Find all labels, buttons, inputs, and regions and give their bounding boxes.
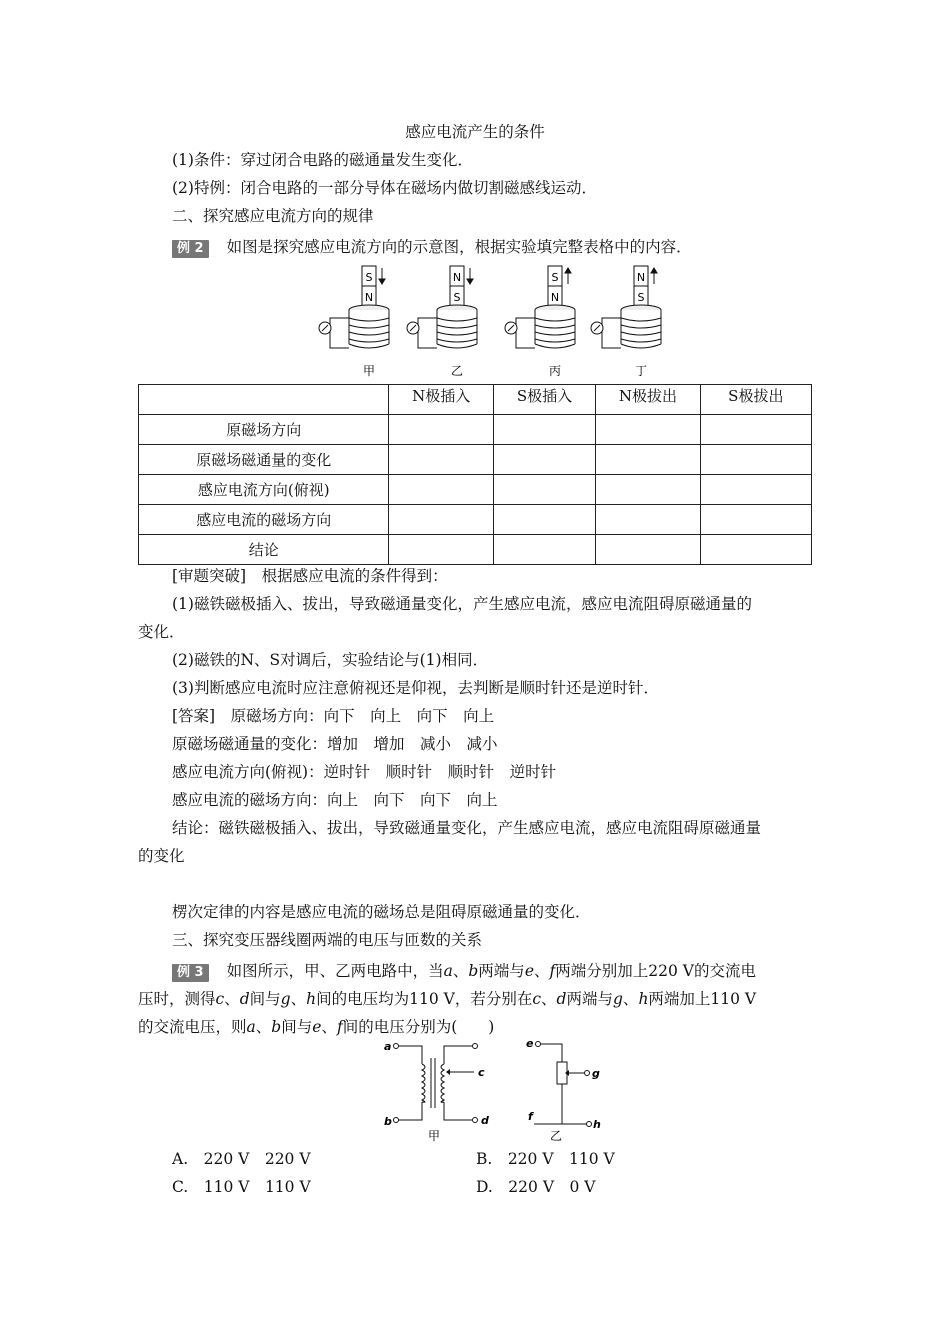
setup-bing (505, 266, 575, 348)
label-yi: 乙 (450, 364, 464, 378)
magnet-1-bottom: N (364, 291, 374, 304)
table-header-cell: S极插入 (493, 385, 595, 415)
answer-cell[interactable] (493, 505, 595, 535)
example-3-line-2: 压时，测得c、d间与g、h间的电压均为110 V，若分别在c、d两端与g、h两端加上110 V (138, 990, 757, 1008)
label-jia: 甲 (362, 364, 376, 378)
terminal-b: b (384, 1115, 392, 1128)
answer-cell[interactable] (700, 475, 811, 505)
answer-conclusion: 结论：磁铁磁极插入、拔出，导致磁通量变化，产生感应电流，感应电流阻碍原磁通量 (172, 819, 762, 837)
label-bing: 丙 (548, 364, 562, 378)
example-tag: 例 2 (172, 240, 209, 258)
terminal-c: c (478, 1066, 485, 1079)
option-a[interactable]: A. 220 V 220 V (172, 1150, 311, 1168)
answer-cell[interactable] (700, 445, 811, 475)
setup-yi (407, 266, 477, 348)
table-header-cell: S极拔出 (700, 385, 811, 415)
answer-line-3: 感应电流方向(俯视)：逆时针 顺时针 顺时针 逆时针 (172, 763, 557, 781)
row-label: 结论 (139, 535, 389, 565)
answer-cell[interactable] (700, 505, 811, 535)
terminal-f: f (528, 1110, 533, 1123)
analysis-point-2: (2)磁铁的N、S对调后，实验结论与(1)相同． (172, 651, 489, 669)
terminal-h: h (593, 1118, 601, 1131)
section-title: 感应电流产生的条件 (405, 123, 545, 141)
analysis-point-3: (3)判断感应电流时应注意俯视还是仰视，去判断是顺时针还是逆时针． (172, 679, 659, 697)
magnet-coil-figure (316, 262, 696, 380)
terminal-e: e (526, 1038, 534, 1050)
table-row (139, 415, 812, 445)
answer-line-2: 原磁场磁通量的变化：增加 增加 减小 减小 (172, 735, 498, 753)
option-b[interactable]: B. 220 V 110 V (476, 1150, 615, 1168)
example-3-line-3: 的交流电压，则a、b间与e、f间的电压分别为( ) (138, 1018, 495, 1036)
magnet-4-top: N (636, 271, 646, 284)
answer-cell[interactable] (493, 415, 595, 445)
answer-cell[interactable] (389, 415, 493, 445)
answer-cell[interactable] (596, 535, 700, 565)
table-row (139, 505, 812, 535)
answer-cell[interactable] (389, 535, 493, 565)
example-3-line-1: 例 3 如图所示，甲、乙两电路中，当a、b两端与e、f两端分别加上220 V的交流电 (172, 961, 756, 982)
section-heading-3: 三、探究变压器线圈两端的电压与匝数的关系 (172, 931, 483, 949)
setup-ding (591, 266, 661, 348)
answer-cell[interactable] (389, 445, 493, 475)
answer-cell[interactable] (596, 445, 700, 475)
answer-cell[interactable] (493, 445, 595, 475)
magnet-2-top: N (452, 271, 462, 284)
row-label: 原磁场磁通量的变化 (139, 445, 389, 475)
answer-cell[interactable] (700, 415, 811, 445)
magnet-2-bottom: S (453, 291, 461, 304)
condition-2: (2)特例：闭合电路的一部分导体在磁场内做切割磁感线运动． (172, 179, 597, 197)
label-yi: 乙 (549, 1129, 563, 1143)
example-tag: 例 3 (172, 964, 209, 982)
option-d[interactable]: D. 220 V 0 V (476, 1178, 596, 1196)
label-jia: 甲 (427, 1129, 441, 1143)
table-header-cell (139, 385, 389, 415)
table-header-cell: N极插入 (389, 385, 493, 415)
row-label: 感应电流的磁场方向 (139, 505, 389, 535)
setup-jia (319, 266, 389, 348)
example-2-text: 如图是探究感应电流方向的示意图，根据实验填完整表格中的内容． (226, 238, 692, 256)
table-header-row (139, 385, 812, 415)
option-c[interactable]: C. 110 V 110 V (172, 1178, 311, 1196)
answer-cell[interactable] (389, 505, 493, 535)
answer-cell[interactable] (493, 475, 595, 505)
table-row (139, 475, 812, 505)
label-ding: 丁 (634, 364, 648, 378)
example-2 (172, 237, 692, 258)
analysis-point-1-cont: 变化． (138, 623, 185, 641)
magnet-3-bottom: N (550, 291, 560, 304)
table-header-cell: N极拔出 (596, 385, 700, 415)
terminal-d: d (481, 1114, 489, 1127)
magnet-4-bottom: S (637, 291, 645, 304)
row-label: 感应电流方向(俯视) (139, 475, 389, 505)
magnet-3-top: S (551, 271, 559, 284)
lenz-law: 楞次定律的内容是感应电流的磁场总是阻碍原磁通量的变化． (172, 903, 591, 921)
table-row (139, 445, 812, 475)
experiment-table (138, 384, 812, 565)
table-row (139, 535, 812, 565)
terminal-a: a (384, 1040, 392, 1053)
answer-cell[interactable] (596, 505, 700, 535)
answer-line-4: 感应电流的磁场方向：向上 向下 向下 向上 (172, 791, 498, 809)
answer-cell[interactable] (596, 475, 700, 505)
answer-conclusion-cont: 的变化 (138, 847, 185, 865)
answer-cell[interactable] (700, 535, 811, 565)
magnet-1-top: S (365, 271, 373, 284)
analysis-heading: [审题突破] 根据感应电流的条件得到： (172, 567, 448, 585)
row-label: 原磁场方向 (139, 415, 389, 445)
answer-cell[interactable] (493, 535, 595, 565)
condition-1: (1)条件：穿过闭合电路的磁通量发生变化． (172, 151, 473, 169)
answer-cell[interactable] (389, 475, 493, 505)
answer-cell[interactable] (596, 415, 700, 445)
terminal-g: g (592, 1067, 600, 1080)
analysis-point-1: (1)磁铁磁极插入、拔出，导致磁通量变化，产生感应电流，感应电流阻碍原磁通量的 (172, 595, 752, 613)
answer-line-1: [答案] 原磁场方向：向下 向上 向下 向上 (172, 707, 495, 725)
circuit-figure (378, 1038, 608, 1144)
section-heading-2: 二、探究感应电流方向的规律 (172, 207, 374, 225)
